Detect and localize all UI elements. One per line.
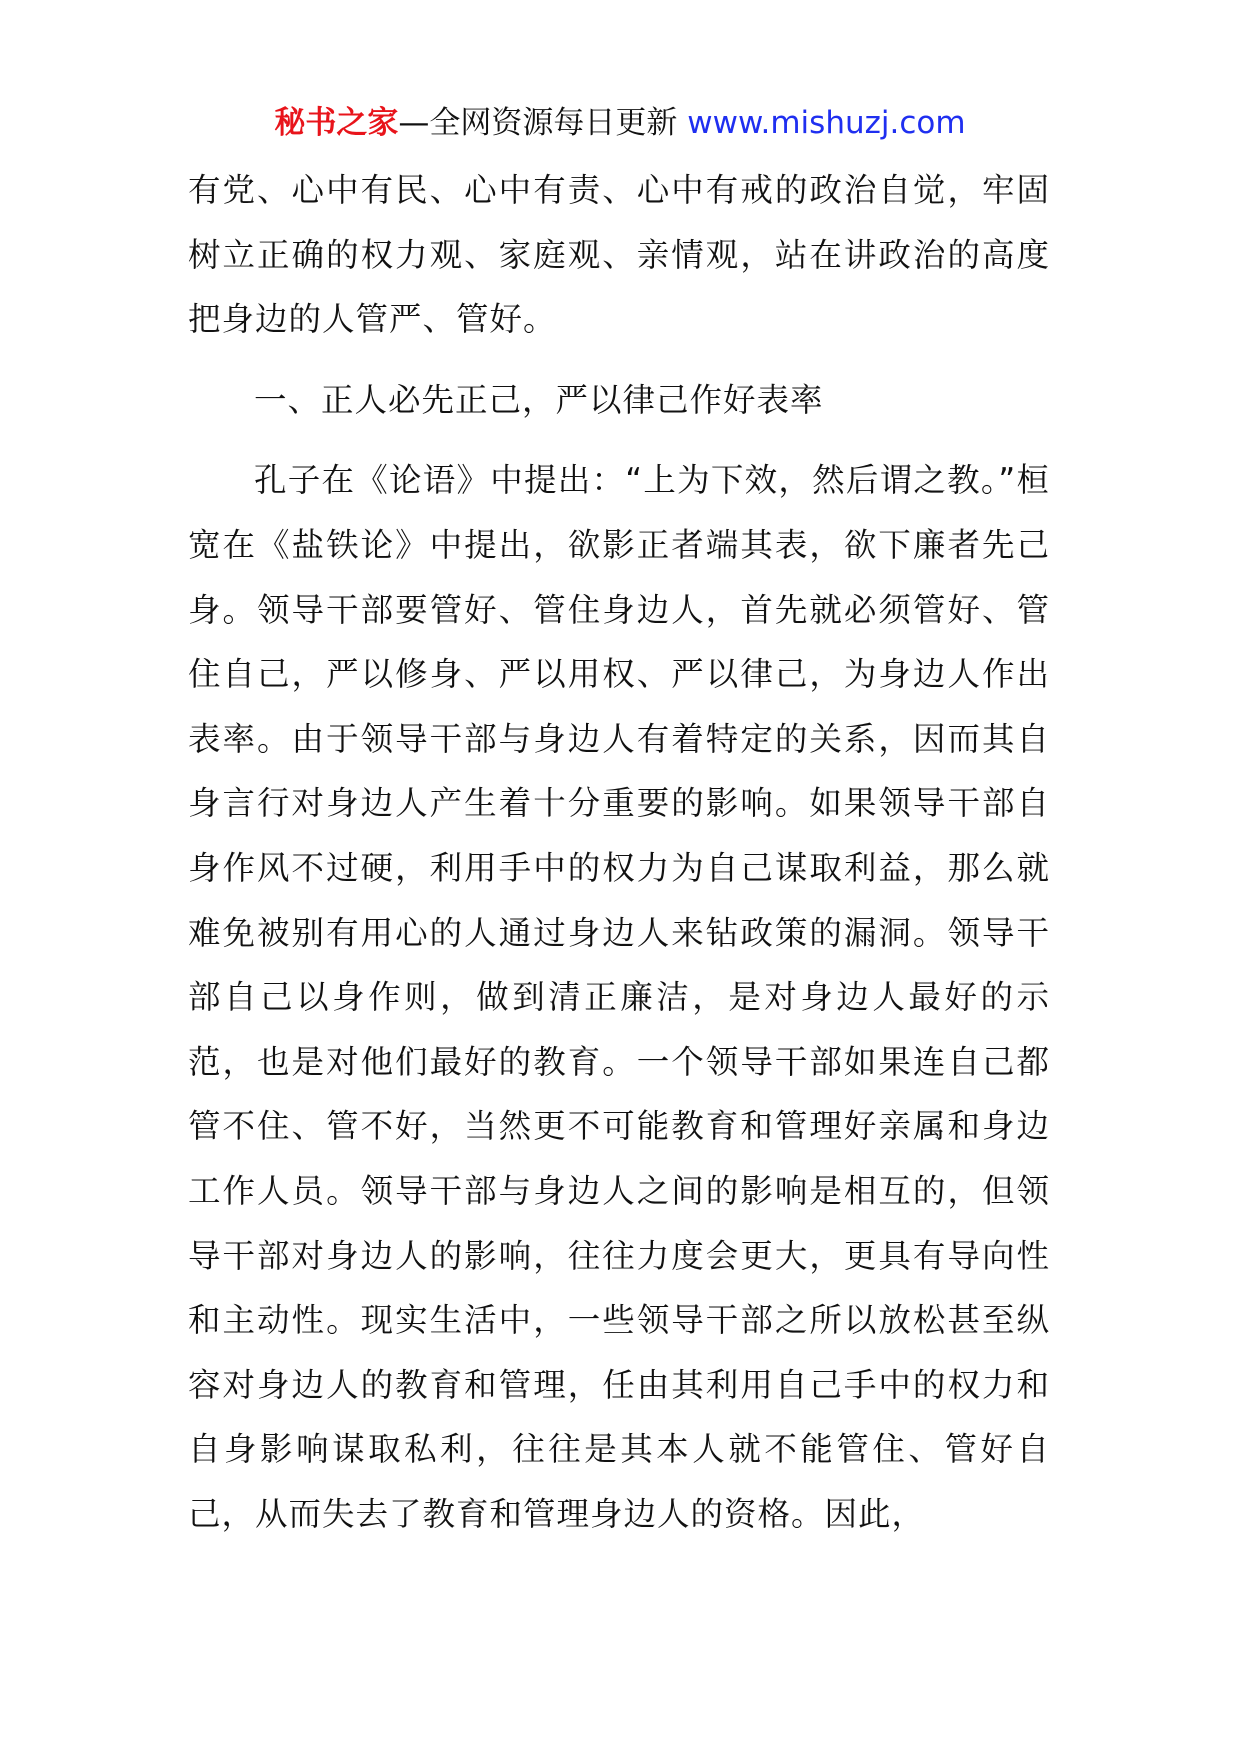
continued-paragraph: 有党、心中有民、心中有责、心中有戒的政治自觉，牢固树立正确的权力观、家庭观、亲情观，站在讲政治的高度把身边的人管严、管好。	[188, 171, 1050, 339]
document-body	[188, 158, 1050, 1546]
section-heading: 一、正人必先正己，严以律己作好表率	[254, 380, 824, 419]
header-tagline: —全网资源每日更新	[398, 105, 678, 141]
website-link[interactable]: www.mishuzj.com	[687, 105, 966, 141]
body-paragraph: 孔子在《论语》中提出：“上为下效，然后谓之教。”桓宽在《盐铁论》中提出，欲影正者端其表，欲下廉者先己身。领导干部要管好、管住身边人，首先就必须管好、管住自己，严以修身、严以用权、严以律己，为身边人作出表率。由于领导干部与身边人有着特定的关系，因而其自身言行对身边人产生着十分重要的影响。如果领导干部自身作风不过硬，利用手中的权力为自己谋取利益，那么就难免被别有用心的人通过身边人来钻政策的漏洞。领导干部自己以身作则，做到清正廉洁，是对身边人最好的示范，也是对他们最好的教育。一个领导干部如果连自己都管不住、管不好，当然更不可能教育和管理好亲属和身边工作人员。领导干部与身边人之间的影响是相互的，但领导干部对身边人的影响，往往力度会更大，更具有导向性和主动性。现实生活中，一些领导干部之所以放松甚至纵容对身边人的教育和管理，任由其利用自己手中的权力和自身影响谋取私利，往往是其本人就不能管住、管好自己，从而失去了教育和管理身边人的资格。因此，	[188, 461, 1050, 1533]
page-header	[0, 100, 1240, 146]
brand-name: 秘书之家	[274, 105, 399, 141]
